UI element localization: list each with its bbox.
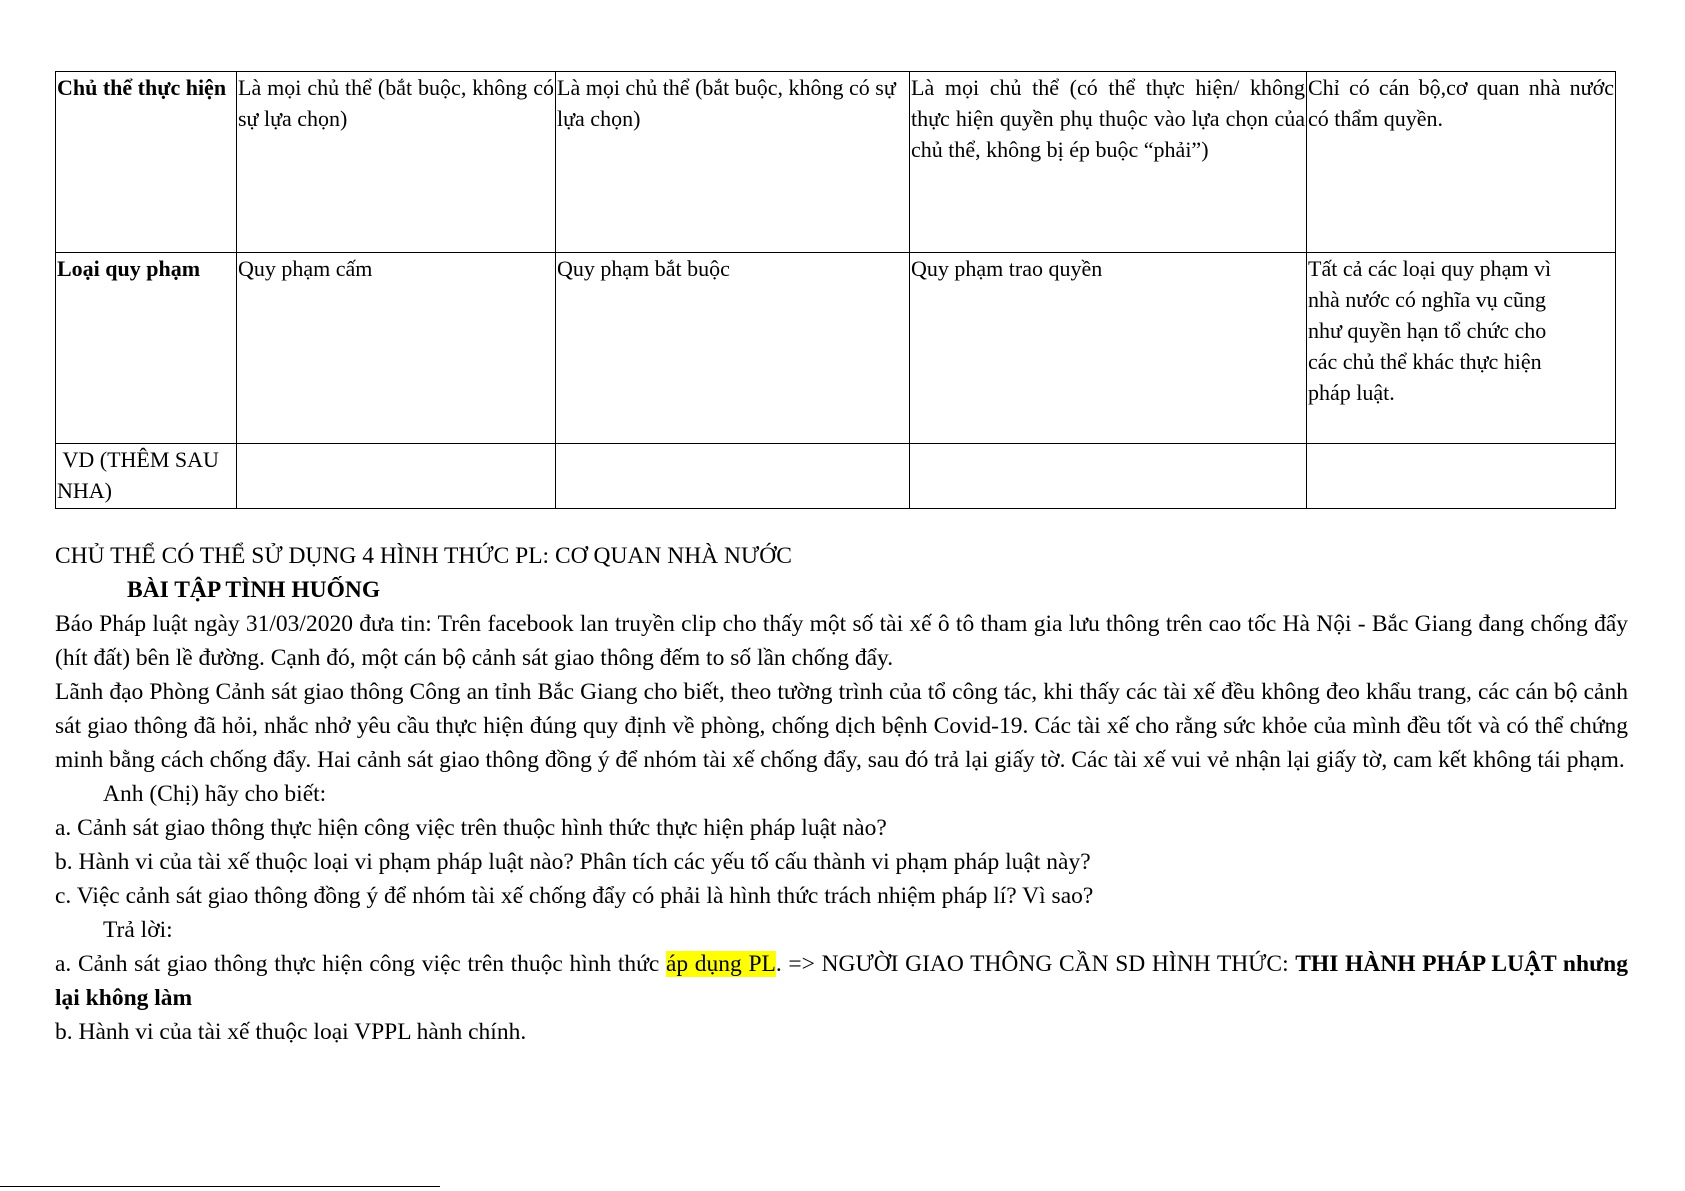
- question-a: a. Cảnh sát giao thông thực hiện công việc trên thuộc hình thức thực hiện pháp luật nào?: [55, 815, 887, 841]
- table-row: [56, 444, 1616, 509]
- table-cell: Là mọi chủ thể (có thể thực hiện/ không thực hiện quyền phụ thuộc vào lựa chọn của chủ thể, không bị ép buộc “phải”): [910, 72, 1307, 253]
- highlighted-text: áp dụng PL: [665, 951, 776, 977]
- table-cell: Là mọi chủ thể (bắt buộc, không có sự lựa chọn): [237, 72, 556, 253]
- answer-a-bold-text: THI HÀNH PHÁP LUẬT nhưng lại không làm: [55, 951, 1628, 1011]
- table-cell: [1307, 444, 1616, 509]
- comparison-table: [55, 71, 1616, 509]
- footnote-separator: [0, 1186, 440, 1187]
- table-row: [56, 72, 1616, 253]
- answer-a: [55, 947, 1628, 1015]
- table-cell: Tất cả các loại quy phạm vì nhà nước có nghĩa vụ cũng như quyền hạn tổ chức cho các chủ thể khác thực hiện pháp luật.: [1307, 253, 1616, 444]
- paragraph: Báo Pháp luật ngày 31/03/2020 đưa tin: Trên facebook lan truyền clip cho thấy một số tài xế ô tô tham gia lưu thông trên cao tốc Hà Nội - Bắc Giang đang chống đẩy (hít đất) bên lề đường. Cạnh đó, một cán bộ cảnh sát giao thông đếm to số lần chống đẩy.: [55, 611, 1628, 671]
- table-cell: [556, 444, 910, 509]
- answer-label: Trả lời:: [103, 917, 173, 943]
- subjects-line: CHỦ THỂ CÓ THỂ SỬ DỤNG 4 HÌNH THỨC PL: CƠ QUAN NHÀ NƯỚC: [55, 543, 792, 569]
- row-header-example: VD (THÊM SAU NHA): [56, 444, 237, 509]
- question-c: c. Việc cảnh sát giao thông đồng ý để nhóm tài xế chống đẩy có phải là hình thức trách nhiệm pháp lí? Vì sao?: [55, 883, 1094, 909]
- answer-b: b. Hành vi của tài xế thuộc loại VPPL hành chính.: [55, 1019, 527, 1045]
- table-cell: [237, 444, 556, 509]
- exercise-title: BÀI TẬP TÌNH HUỐNG: [127, 577, 381, 603]
- answer-a-text: a. Cảnh sát giao thông thực hiện công việc trên thuộc hình thức: [55, 951, 666, 977]
- table-row: [56, 253, 1616, 444]
- question-b: b. Hành vi của tài xế thuộc loại vi phạm pháp luật nào? Phân tích các yếu tố cấu thành vi phạm pháp luật này?: [55, 849, 1091, 875]
- table-cell: Quy phạm trao quyền: [910, 253, 1307, 444]
- document-body: [55, 539, 1628, 1049]
- paragraph: Lãnh đạo Phòng Cảnh sát giao thông Công an tỉnh Bắc Giang cho biết, theo tường trình của tổ công tác, khi thấy các tài xế đều không đeo khẩu trang, các cán bộ cảnh sát giao thông đã hỏi, nhắc nhở yêu cầu thực hiện đúng quy định về phòng, chống dịch bệnh Covid-19. Các tài xế cho rằng sức khỏe của mình đều tốt và có thể chứng minh bằng cách chống đẩy. Hai cảnh sát giao thông đồng ý để nhóm tài xế chống đẩy, sau đó trả lại giấy tờ. Các tài xế vui vẻ nhận lại giấy tờ, cam kết không tái phạm.: [55, 679, 1628, 773]
- row-header-subject: Chủ thể thực hiện: [56, 72, 237, 253]
- table-cell: Chỉ có cán bộ,cơ quan nhà nước có thẩm quyền.: [1307, 72, 1616, 253]
- table-cell: Quy phạm bắt buộc: [556, 253, 910, 444]
- row-header-norm-type: Loại quy phạm: [56, 253, 237, 444]
- answer-a-arrow-text: . => NGƯỜI GIAO THÔNG CẦN SD HÌNH THỨC:: [775, 951, 1296, 977]
- question-prompt: Anh (Chị) hãy cho biết:: [103, 781, 327, 807]
- table-cell: Là mọi chủ thể (bắt buộc, không có sự lựa chọn): [556, 72, 910, 253]
- table-cell: Quy phạm cấm: [237, 253, 556, 444]
- table-cell: [910, 444, 1307, 509]
